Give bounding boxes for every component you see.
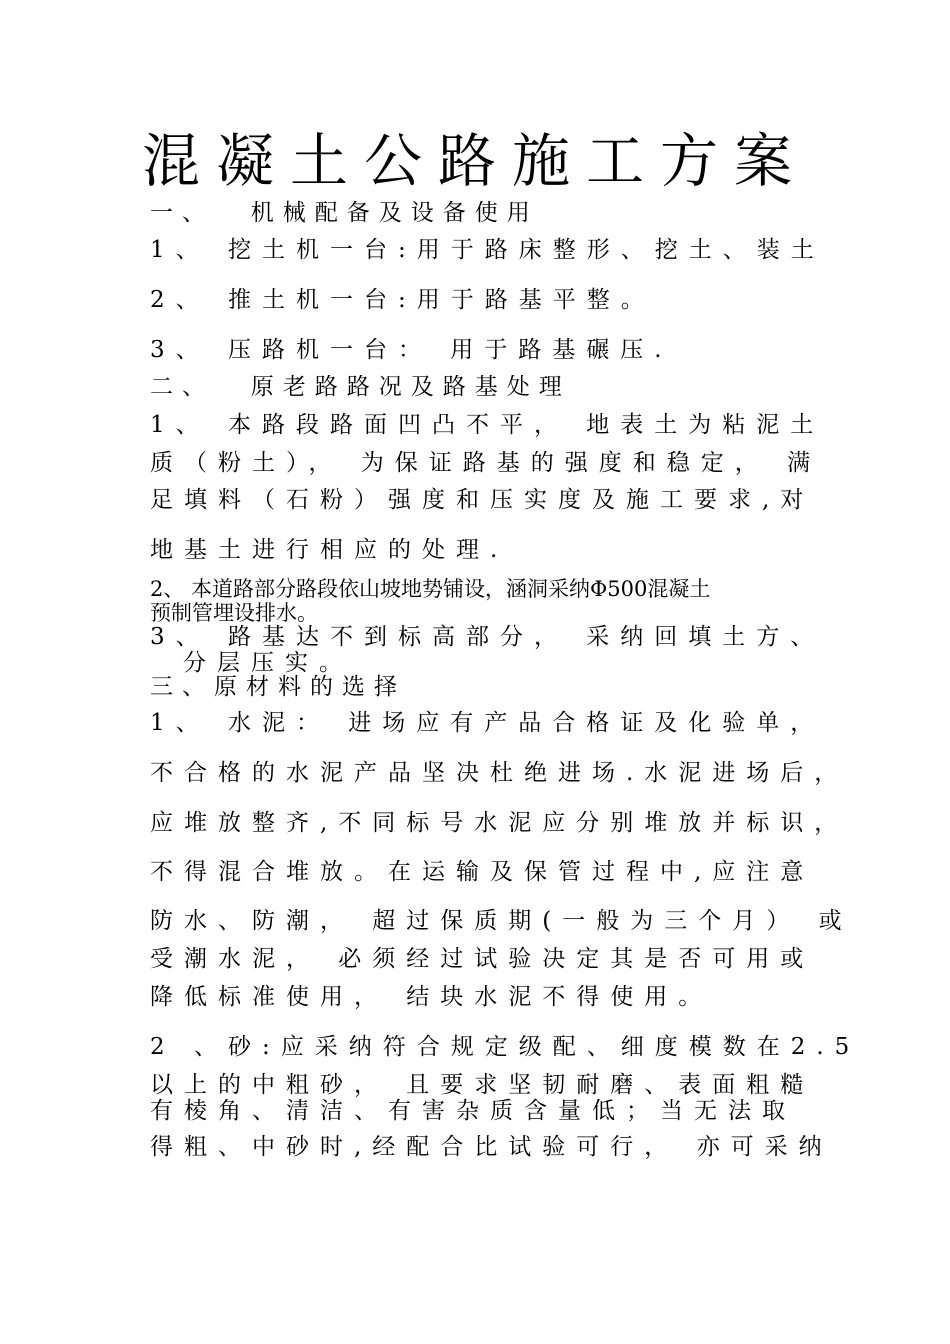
paragraph-line: 得粗、中砂时,经配合比试验可行， 亦可采纳 bbox=[150, 1134, 833, 1160]
paragraph-line: 预制管埋设排水。 bbox=[150, 601, 318, 625]
paragraph-line: 1、 挖土机一台:用于路床整形、挖土、装土 bbox=[150, 237, 825, 263]
paragraph-line: 不合格的水泥产品坚决杜绝进场.水泥进场后， bbox=[150, 760, 849, 786]
paragraph-line: 分层压实。 bbox=[183, 650, 353, 676]
paragraph-line: 1、 本路段路面凹凸不平， 地表土为粘泥土 bbox=[150, 412, 825, 438]
paragraph-line: 地基土进行相应的处理. bbox=[150, 537, 509, 563]
document-title: 混凝土公路施工方案 bbox=[141, 127, 808, 195]
paragraph-line: 3、 路基达不到标高部分， 采纳回填土方、 bbox=[150, 624, 825, 650]
paragraph-line: 3、 压路机一台： 用于路基碾压. bbox=[150, 337, 673, 363]
paragraph-line: 应堆放整齐,不同标号水泥应分别堆放并标识， bbox=[150, 810, 849, 836]
paragraph-line: 2 、砂:应采纳符合规定级配、细度模数在2.5 bbox=[150, 1034, 861, 1060]
paragraph-line: 不得混合堆放。在运输及保管过程中,应注意 bbox=[150, 859, 815, 885]
paragraph-line: 有棱角、清洁、有害杂质含量低；当无法取 bbox=[150, 1098, 796, 1124]
paragraph-line: 足填料（石粉）强度和压实度及施工要求,对 bbox=[150, 487, 815, 513]
section-heading: 一、 机械配备及设备使用 bbox=[150, 200, 539, 226]
paragraph-line: 防水、防潮， 超过保质期(一般为三个月） 或 bbox=[150, 908, 853, 934]
paragraph-line: 2、 本道路部分路段依山坡地势铺设，涵洞采纳Φ500混凝土 bbox=[150, 577, 711, 601]
section-heading: 二、 原老路路况及路基处理 bbox=[150, 374, 571, 400]
paragraph-line: 质（粉土）， 为保证路基的强度和稳定， 满 bbox=[150, 450, 822, 476]
section-heading: 三、原材料的选择 bbox=[150, 674, 406, 700]
paragraph-line: 1、 水泥： 进场应有产品合格证及化验单， bbox=[150, 710, 825, 736]
paragraph-line: 2、 推土机一台:用于路基平整。 bbox=[150, 287, 655, 313]
paragraph-line: 受潮水泥， 必须经过试验决定其是否可用或 bbox=[150, 946, 815, 972]
paragraph-line: 以上的中粗砂， 且要求坚韧耐磨、表面粗糙 bbox=[150, 1072, 815, 1098]
paragraph-line: 降低标准使用， 结块水泥不得使用。 bbox=[150, 984, 713, 1010]
